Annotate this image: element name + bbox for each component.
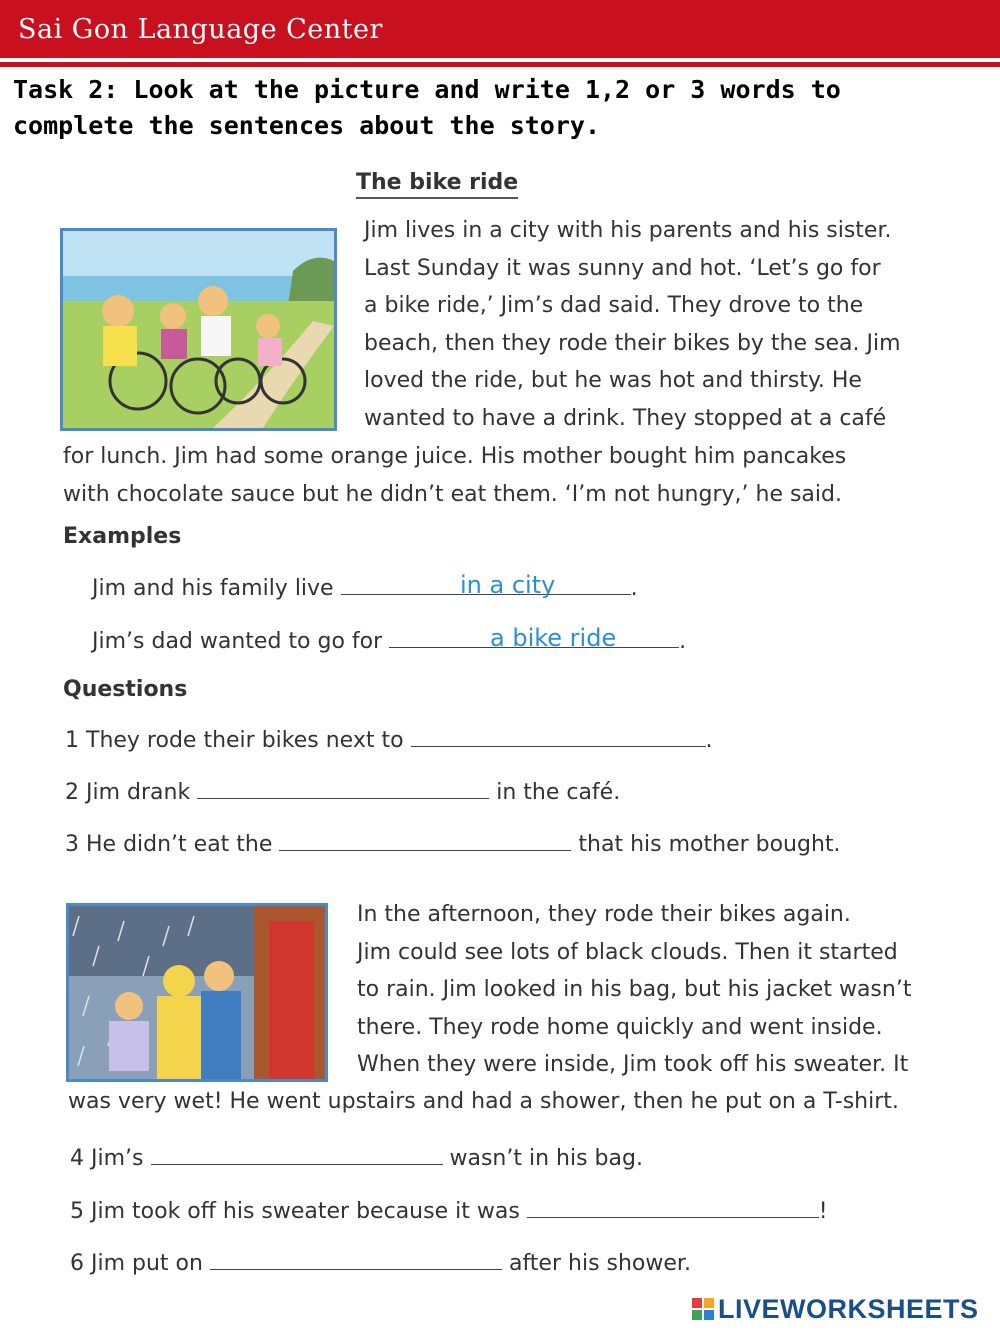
example-answer: a bike ride [490,624,617,652]
answer-blank-5[interactable] [527,1199,819,1218]
question-end: . [705,728,713,753]
story-line: Jim could see lots of black clouds. Then it started [357,939,898,965]
task-instruction: Task 2: Look at the picture and write 1,2 or 3 words to complete the sentences about the story. [13,75,841,140]
question-end: after his shower. [508,1251,691,1276]
question-prompt: Jim took off his sweater because it was [91,1199,520,1224]
question-prompt: Jim drank [86,780,191,805]
story-line: wanted to have a drink. They stopped at a café [364,405,887,431]
example-end: . [679,629,687,654]
example-prompt: Jim and his family live [92,576,334,601]
answer-blank-6[interactable] [210,1251,502,1270]
question-end: that his mother bought. [578,832,841,857]
question-number: 4 [70,1146,84,1171]
story-paragraph-2 [357,896,911,1084]
answer-blank-4[interactable] [151,1146,443,1165]
question-4 [70,1146,643,1171]
story-line: loved the ride, but he was hot and thirsty. He [364,368,862,393]
question-number: 2 [65,780,79,805]
story-paragraph-1 [364,212,901,437]
story-line: a bike ride,’ Jim’s dad said. They drove to the [364,293,864,318]
question-number: 1 [65,728,79,753]
header-bar [0,0,1000,58]
question-number: 6 [70,1251,84,1276]
logo-icon [692,1298,714,1320]
liveworksheets-logo [692,1294,979,1325]
header-divider [0,62,1000,67]
questions-heading: Questions [63,677,188,702]
story-line: for lunch. Jim had some orange juice. His mother bought him pancakes [63,444,847,469]
story-paragraph-2-continued [68,1083,899,1121]
center-title: Sai Gon Language Center [18,14,383,45]
question-1 [65,728,713,753]
question-3 [65,832,841,857]
rain-illustration [66,903,328,1082]
example-end: . [630,576,638,601]
question-5 [70,1199,828,1224]
example-prompt: Jim’s dad wanted to go for [92,629,383,654]
question-prompt: Jim put on [91,1251,203,1276]
example-1 [92,576,638,601]
story-line: Last Sunday it was sunny and hot. ‘Let’s go for [364,255,881,281]
story-paragraph-1-continued [63,438,846,513]
story-line: When they were inside, Jim took off his sweater. It [357,1052,909,1077]
example-answer: in a city [460,571,556,599]
question-2 [65,780,620,805]
question-number: 5 [70,1199,84,1224]
bike-ride-illustration [60,228,337,431]
question-end: wasn’t in his bag. [449,1146,643,1171]
answer-blank-3[interactable] [279,832,571,851]
answer-blank-2[interactable] [197,780,489,799]
examples-heading: Examples [63,524,182,549]
question-end: in the café. [496,780,621,805]
question-prompt: They rode their bikes next to [86,728,404,753]
story-line: beach, then they rode their bikes by the sea. Jim [364,330,901,356]
logo-text: LIVEWORKSHEETS [718,1294,979,1324]
question-6 [70,1251,691,1276]
story-line: Jim lives in a city with his parents and his sister. [364,218,892,243]
story-line: to rain. Jim looked in his bag, but his jacket wasn’t [357,977,912,1002]
question-prompt: Jim’s [91,1146,144,1171]
story-title: The bike ride [356,170,518,199]
answer-blank-1[interactable] [411,728,706,747]
question-prompt: He didn’t eat the [86,832,273,857]
story-line: In the afternoon, they rode their bikes again. [357,902,851,927]
question-end: ! [818,1199,828,1224]
question-number: 3 [65,832,79,857]
story-line: there. They rode home quickly and went inside. [357,1014,883,1040]
story-line: with chocolate sauce but he didn’t eat them. ‘I’m not hungry,’ he said. [63,481,842,507]
story-line: was very wet! He went upstairs and had a shower, then he put on a T-shirt. [68,1089,899,1114]
